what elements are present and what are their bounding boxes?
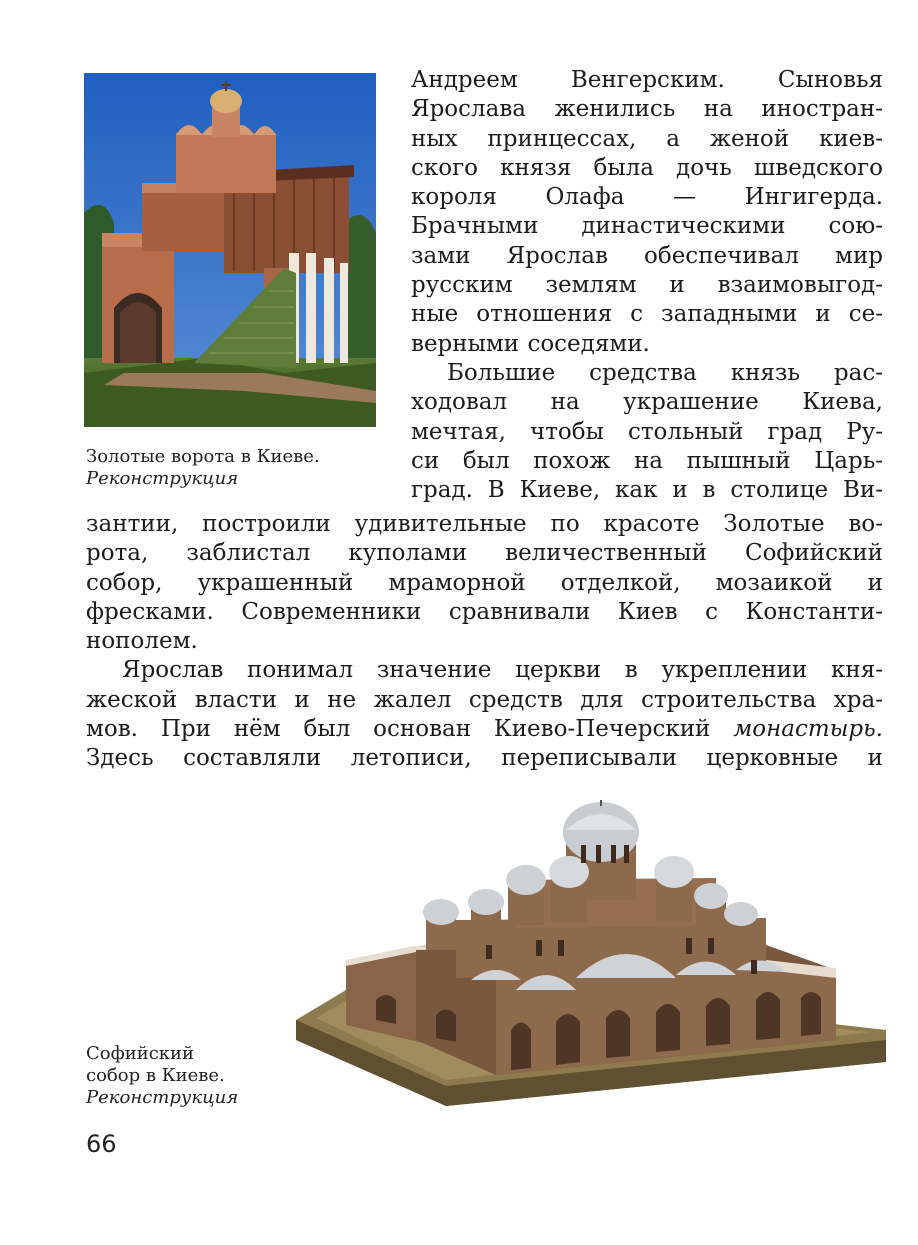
page-number: 66	[86, 1130, 117, 1158]
text-line: жеской власти и не жалел средств для строительства хра-	[86, 686, 883, 713]
sofia-caption-note: Реконструкция	[86, 1087, 239, 1108]
term-monastery: монастырь.	[733, 716, 883, 743]
text-line: Брачными династическими сою-	[411, 213, 883, 240]
text-line: Большие средства князь рас-	[447, 359, 883, 386]
text-line: Андреем Венгерским. Сыновья	[411, 67, 883, 93]
full-width-text	[86, 510, 883, 774]
text-line: собор, украшенный мраморной отделкой, мозаикой и	[86, 569, 883, 596]
text-line: верными соседями.	[411, 330, 650, 357]
text-line: ского князя была дочь шведского	[411, 154, 883, 181]
text-line: ходовал на украшение Киева,	[411, 389, 883, 416]
text-line: град. В Киеве, как и в столице Ви-	[411, 477, 883, 504]
column-text	[411, 66, 883, 505]
sofia-caption-line: Софийский	[86, 1043, 195, 1064]
text-line: си был похож на пышный Царь-	[411, 447, 883, 474]
text-line: зантии, построили удивительные по красоте Золотые во-	[86, 511, 883, 537]
text-line: русским землям и взаимовыгод-	[411, 272, 883, 299]
gate-caption	[86, 446, 376, 490]
text-line: фресками. Современники сравнивали Киев с Константи-	[86, 598, 883, 625]
golden-gate-photo	[84, 73, 376, 427]
text-line: рота, заблистал куполами величественный Софийский	[86, 540, 883, 567]
text-line: зами Ярослав обеспечивал мир	[411, 242, 883, 269]
text-line: мечтая, чтобы стольный град Ру-	[411, 418, 883, 445]
sofia-cathedral-model	[296, 800, 892, 1112]
sofia-caption-line: собор в Киеве.	[86, 1065, 225, 1086]
text-line: короля Олафа — Ингигерда.	[411, 184, 883, 211]
text-line-with-term	[86, 715, 883, 744]
text-line: нополем.	[86, 628, 198, 655]
text-line: ных принцессах, а женой киев-	[411, 125, 883, 152]
gate-caption-title: Золотые ворота в Киеве.	[86, 446, 320, 467]
text-line: Здесь составляли летописи, переписывали церковные и	[86, 745, 883, 772]
gate-caption-note: Реконструкция	[86, 468, 239, 489]
text-fragment: мов. При нём был основан Киево-Печерский	[86, 716, 734, 743]
text-line: Ярослава женились на иностран-	[411, 96, 883, 123]
text-line: Ярослав понимал значение церкви в укреплении кня-	[122, 657, 883, 684]
text-line: ные отношения с западными и се-	[411, 301, 883, 328]
sofia-caption	[86, 1043, 286, 1109]
